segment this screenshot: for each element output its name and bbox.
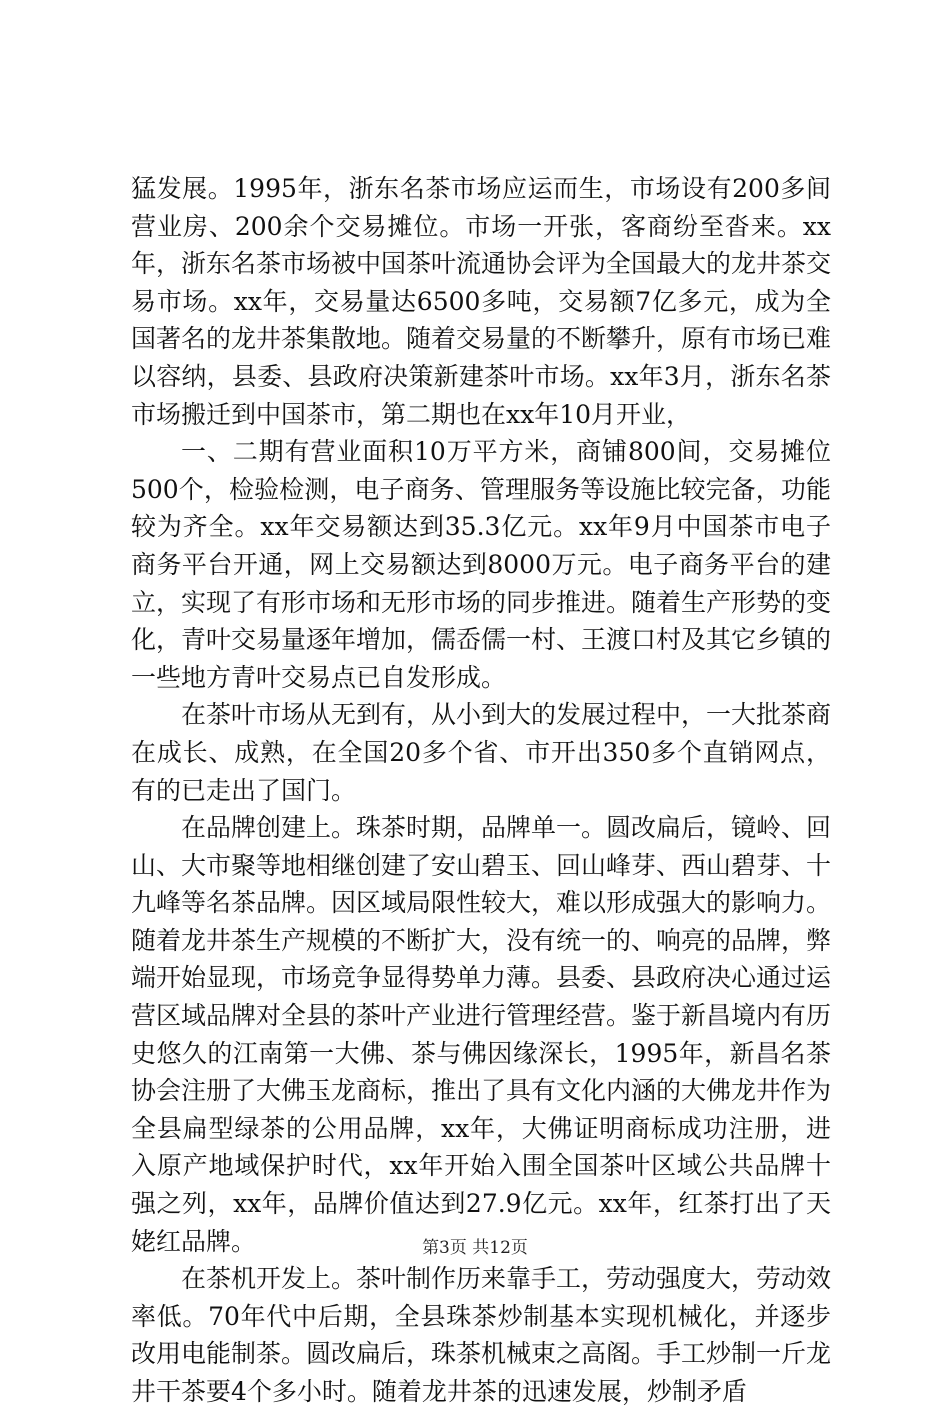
paragraph-2: 一、二期有营业面积10万平方米，商铺800间，交易摊位500个，检验检测，电子商务、管理服务等设施比较完备，功能较为齐全。xx年交易额达到35.3亿元。xx年9月中国茶市电子商务平台开通，网上交易额达到8000万元。电子商务平台的建立，实现了有形市场和无形市场的同步推进。随着生产形势的变化，青叶交易量逐年增加，儒岙儒一村、王渡口村及其它乡镇的一些地方青叶交易点已自发形成。	[131, 437, 832, 692]
document-body	[131, 170, 831, 1411]
page-number-label: 第3页 共12页	[422, 1238, 528, 1258]
paragraph-1: 猛发展。1995年，浙东名茶市场应运而生，市场设有200多间营业房、200余个交易摊位。市场一开张，客商纷至沓来。xx年，浙东名茶市场被中国茶叶流通协会评为全国最大的龙井茶交易市场。xx年，交易量达6500多吨，交易额7亿多元，成为全国著名的龙井茶集散地。随着交易量的不断攀升，原有市场已难以容纳，县委、县政府决策新建茶叶市场。xx年3月，浙东名茶市场搬迁到中国茶市，第二期也在xx年10月开业，	[131, 174, 832, 429]
paragraph-5: 在茶机开发上。茶叶制作历来靠手工，劳动强度大，劳动效率低。70年代中后期，全县珠茶炒制基本实现机械化，并逐步改用电能制茶。圆改扁后，珠茶机械束之高阁。手工炒制一斤龙井干茶要4个多小时。随着龙井茶的迅速发展，炒制矛盾	[131, 1264, 832, 1406]
paragraph-4: 在品牌创建上。珠茶时期，品牌单一。圆改扁后，镜岭、回山、大市聚等地相继创建了安山碧玉、回山峰芽、西山碧芽、十九峰等名茶品牌。因区域局限性较大，难以形成强大的影响力。随着龙井茶生产规模的不断扩大，没有统一的、响亮的品牌，弊端开始显现，市场竞争显得势单力薄。县委、县政府决心通过运营区域品牌对全县的茶叶产业进行管理经营。鉴于新昌境内有历史悠久的江南第一大佛、茶与佛因缘深长，1995年，新昌名茶协会注册了大佛玉龙商标，推出了具有文化内涵的大佛龙井作为全县扁型绿茶的公用品牌，xx年，大佛证明商标成功注册，进入原产地域保护时代，xx年开始入围全国茶叶区域公共品牌十强之列，xx年，品牌价值达到27.9亿元。xx年，红茶打出了天姥红品牌。	[131, 813, 832, 1256]
paragraph-3: 在茶叶市场从无到有，从小到大的发展过程中，一大批茶商在成长、成熟，在全国20多个省、市开出350多个直销网点，有的已走出了国门。	[131, 700, 832, 805]
page-footer	[0, 1237, 950, 1259]
